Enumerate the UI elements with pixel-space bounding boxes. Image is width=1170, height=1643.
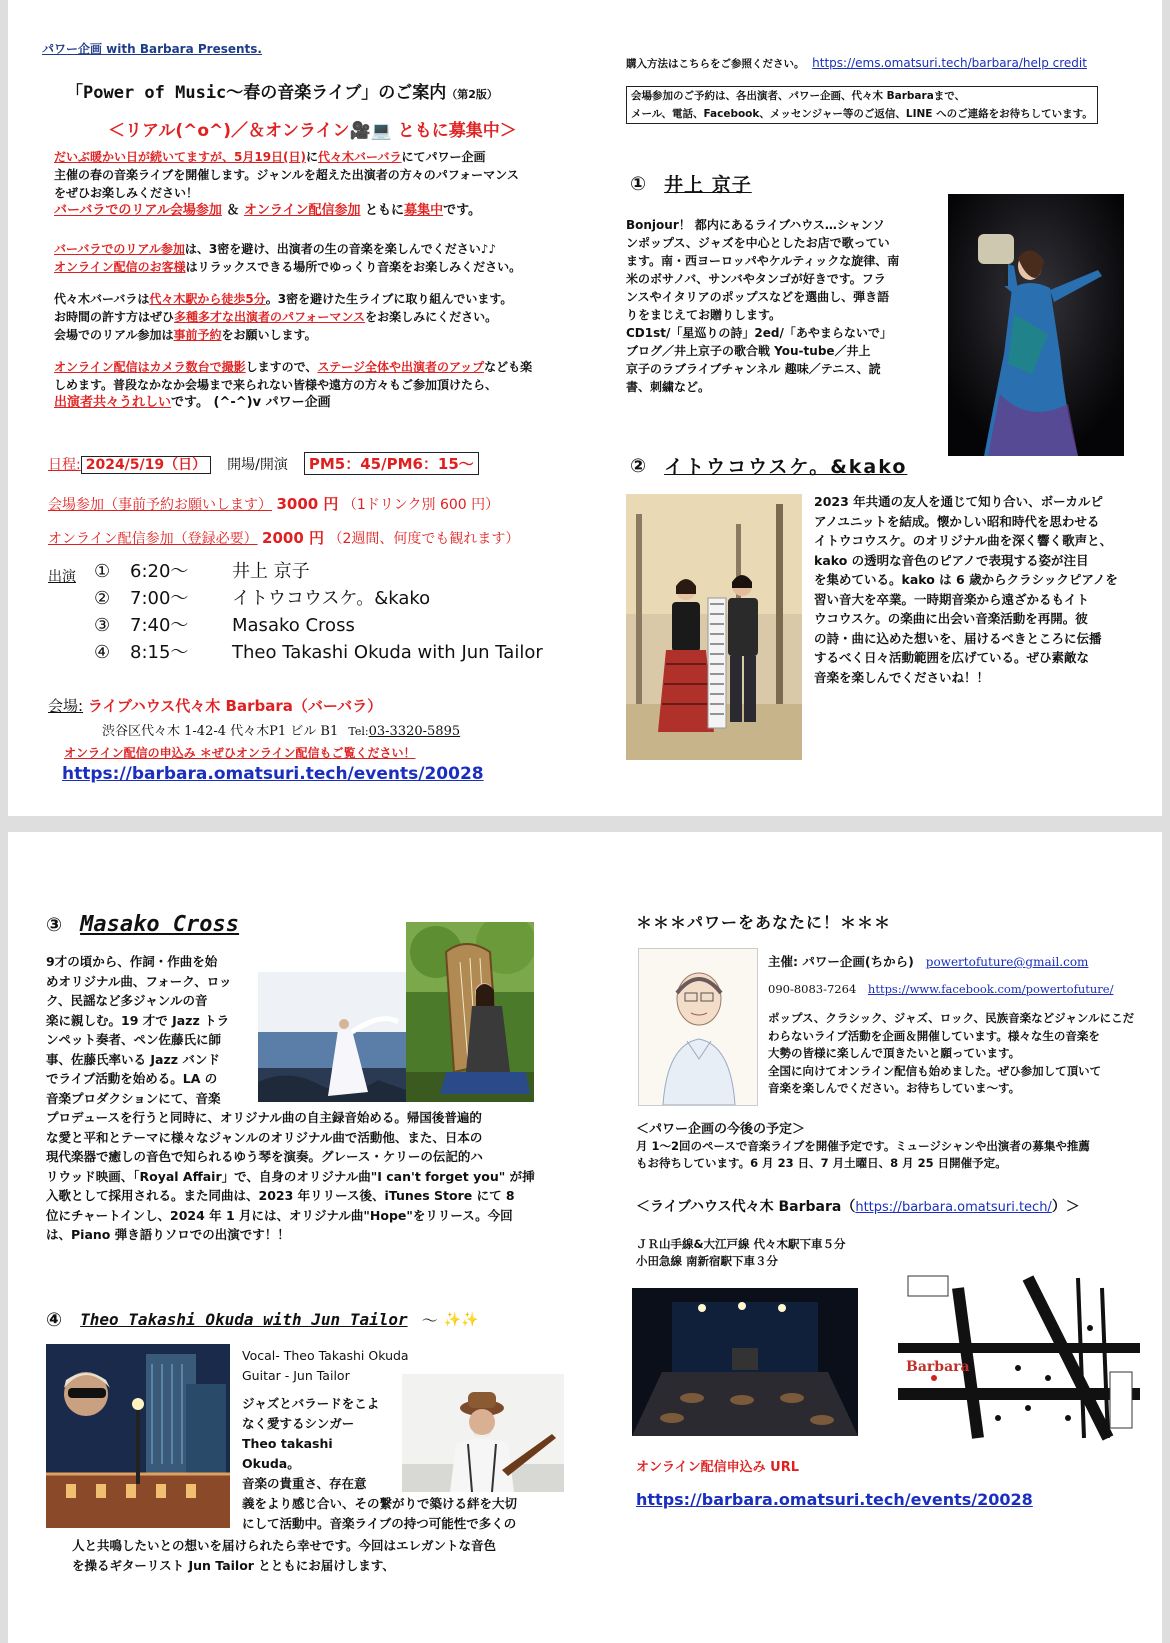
lineup-row: ② 7:00〜 イトウコウスケ。&kako — [94, 588, 431, 609]
theo-tokyo-station-photo — [46, 1344, 230, 1528]
future-schedule-title: ＜パワー企画の今後の予定＞ — [636, 1122, 806, 1137]
organizer-sketch-portrait — [638, 948, 758, 1106]
flyer-title: 「Power of Music〜春の音楽ライブ」のご案内（第2版） — [66, 83, 498, 103]
presenter-header: パワー企画 with Barbara Presents. — [42, 42, 262, 56]
open-time: PM5：45/PM6：15〜 — [304, 452, 479, 475]
event-date: 2024/5/19（日） — [81, 456, 211, 474]
venue-website-link[interactable]: https://barbara.omatsuri.tech/ — [855, 1200, 1052, 1215]
lineup-row: ④ 8:15〜 Theo Takashi Okuda with Jun Tailor — [94, 642, 543, 663]
venue-interior-photo — [632, 1288, 858, 1436]
lineup-row: ③ 7:40〜 Masako Cross — [94, 615, 355, 636]
participation-paragraph: バーバラでのリアル参加は、3密を避け、出演者の生の音楽を楽しんでください♪♪ オンライン配信のお客様はリラックスできる場所でゆっくり音楽をお楽しみください。 — [54, 242, 522, 274]
organizer-contact: 090-8083-7264 https://www.facebook.com/powertofuture/ — [768, 982, 1114, 996]
performer-2-heading: ② イトウコウスケ。&kako — [630, 454, 908, 478]
performer-4-bio-bottom: 人と共鳴したいとの想いを届けられたら幸せです。今回はエレガントな音色 を操るギターリスト Jun Tailor とともにお届けします、 — [72, 1538, 497, 1573]
venue-address: 渋谷区代々木 1-42-4 代々木P1 ビル B1 Tel:03-3320-5895 — [102, 724, 461, 739]
venue-access-map — [878, 1268, 1150, 1444]
online-paragraph: オンライン配信はカメラ数台で撮影しますので、ステージ全体や出演者のアップなども楽 しめます。普段なかなか会場まで来られない皆様や遠方の方々もご参加頂けたら、 出演者共々うれしいです。 (^-^)v パワー企画 — [54, 360, 533, 410]
venue-access: ＪＲ山手線&大江戸線 代々木駅下車５分 小田急線 南新宿駅下車３分 — [636, 1237, 846, 1268]
performer-4-credits: Vocal- Theo Takashi Okuda Guitar - Jun Tailor — [242, 1348, 409, 1383]
online-signup-link[interactable]: https://barbara.omatsuri.tech/events/20028 — [636, 1490, 1033, 1509]
performer-4-bio-top: ジャズとバラードをこよ なく愛するシンガー Theo takashi Okuda。 音楽の貴重さ、存在意 義をより感じ合い、その繋がりで築ける絆を大切 にして活動中。音楽ライブの持つ可能性で多くの — [242, 1396, 518, 1531]
theo-guitar-photo — [402, 1374, 564, 1492]
performer-1-heading: ① 井上 京子 — [630, 172, 752, 196]
online-signup-label: オンライン配信申込み URL — [636, 1460, 799, 1475]
performer-3-bio-bottom: プロデュースを行うと同時に、オリジナル曲の自主録音始める。帰国後普遍的 な愛と平和とテーマに様々なジャンルのオリジナル曲で活動他、また、日本の 現代楽器で癒しの音色で知られるゆう琴を演奏。グレース・ケリーの伝記的ハ リウッド映画、「Royal Affair」で、自身のオリジナル曲"I can't forget you" が挿 入歌として採用される。また同曲は、2023 年リリース後、iTunes Store にて 8 位にチャートインし、2024 年 1 月には、オリジナル曲"Hope"をリリース。今回 は、Piano 弾き語りソロでの出演です！！ — [46, 1110, 535, 1242]
intro-paragraph: だいぶ暖かい日が続いてますが、5月19日(日)に代々木バーバラにてパワー企画 主催の春の音楽ライブを開催します。ジャンルを超えた出演者の方々のパフォーマンス をぜひお楽しみください！ バーバラでのリアル会場参加 ＆ オンライン配信参加 ともに募集中です。 — [54, 150, 519, 218]
purchase-link[interactable]: https://ems.omatsuri.tech/barbara/help credit — [812, 56, 1087, 70]
organizer-line: 主催: パワー企画(ちから) powertofuture@gmail.com — [768, 954, 1089, 969]
inoue-kyoko-photo — [948, 194, 1124, 456]
organizer-heading: ＊＊＊パワーをあなたに！＊＊＊ — [636, 913, 892, 932]
organizer-email-link[interactable]: powertofuture@gmail.com — [925, 955, 1089, 969]
online-fee: オンライン配信参加（登録必要） 2000 円 （2週間、何度でも観れます） — [48, 529, 520, 547]
performer-3-heading: ③ Masako Cross — [46, 912, 240, 937]
performer-3-bio-top: 9才の頃から、作詞・作曲を始 めオリジナル曲、フォーク、ロッ ク、民謡など多ジャンルの音 楽に親しむ。19 才で Jazz トラ ンペット奏者、ペン佐藤氏に師 事、佐藤氏率いる Jazz バンド でライブ活動を始める。LA の 音楽プロダクションにて、音楽 — [46, 954, 232, 1106]
lineup-row: ① 6:20〜 井上 京子 — [94, 561, 310, 582]
venue-paragraph: 代々木バーバラは代々木駅から徒歩5分。3密を避けた生ライブに取り組んでいます。 お時間の許す方はぜひ多種多才な出演者のパフォーマンスをお楽しみにください。 会場でのリアル参加は事前予約をお願いします。 — [54, 292, 513, 342]
purchase-info: 購入方法はこちらをご参照ください。 https://ems.omatsuri.tech/barbara/help credit — [626, 56, 1087, 70]
sparkle-icon: ✨✨ — [443, 1311, 479, 1328]
organizer-about: ポップス、クラシック、ジャズ、ロック、民族音楽などジャンルにこだ わらないライブ活動を企画＆開催しています。様々な生の音楽を 大勢の皆様に楽しんで頂きたいと願っています。 全国に向けてオンライン配信も始めました。ぜひ参加して頂いて 音楽を楽しんでください。お待ちしていま〜す。 — [768, 1011, 1135, 1095]
venue-fee: 会場参加（事前予約お願いします） 3000 円 （1ドリンク別 600 円） — [48, 495, 500, 513]
future-schedule-text: 月 1〜2回のペースで音楽ライブを開催予定です。ミュージシャンや出演者の募集や推薦 もお待ちしています。6 月 23 日、7 月土曜日、8 月 25 日開催予定。 — [636, 1139, 1090, 1170]
event-url-link[interactable]: https://barbara.omatsuri.tech/events/20028 — [62, 764, 484, 784]
masako-harp-photo — [406, 922, 534, 1102]
performer-4-heading: ④ Theo Takashi Okuda with Jun Tailor 〜 ✨✨ — [46, 1308, 479, 1331]
masako-sea-photo — [258, 972, 406, 1102]
venue-name-row: 会場: ライブハウス代々木 Barbara（バーバラ） — [48, 697, 383, 715]
performer-lineup — [94, 558, 543, 666]
flyer-page-1 — [8, 0, 1162, 816]
recruit-banner: ＜リアル(^o^)／＆オンライン🎥💻 ともに募集中＞ — [108, 121, 517, 141]
venue-heading: ＜ライブハウス代々木 Barbara（https://barbara.omatsuri.tech/）＞ — [636, 1199, 1080, 1215]
flyer-page-2 — [8, 832, 1162, 1643]
map-venue-logo: Barbara — [906, 1359, 970, 1375]
performers-label: 出演 — [48, 569, 76, 585]
online-signup-note: オンライン配信の申込み ＊ぜひオンライン配信もご覧ください！ — [64, 746, 416, 760]
schedule-row: 日程: 2024/5/19（日） 開場/開演 PM5：45/PM6：15〜 — [48, 452, 479, 475]
booking-notice: 会場参加のご予約は、各出演者、パワー企画、代々木 Barbaraまで、 メール、電話、Facebook、メッセンジャー等のご返信、LINE へのご連絡をお待ちしています。 — [626, 86, 1098, 124]
performer-2-bio: 2023 年共通の友人を通じて知り合い、ボーカルピ アノユニットを結成。懐かしい昭和時代を思わせる イトウコウスケ。のオリジナル曲を深く響く歌声と、 kako の透明な音色のピアノで表現する姿が注目 を集めている。kako は 6 歳からクラシックピアノを 習い音大を卒業。一時期音楽から遠ざかるもイト ウコウスケ。の楽曲に出会い音楽活動を再開。彼 の詩・曲に込めた想いを、届けるべきところに伝播 するべく日々活動範囲を広げている。ぜひ素敵な 音楽を楽しんでくださいね！！ — [814, 494, 1118, 685]
facebook-link[interactable]: https://www.facebook.com/powertofuture/ — [867, 982, 1114, 996]
performer-1-bio: Bonjour！ 都内にあるライブハウス…シャンソ ンポップス、ジャズを中心としたお店で歌ってい ます。南・西ヨーロッパやケルティックな旋律、南 米のボサノバ、サンバやタンゴが好きです。フラ ンスやイタリアのポップスなどを選曲し、弾き語 りをまじえてお贈りします。 CD1st/「星巡りの詩」2ed/「あやまらないで」 ブログ／井上京子の歌合戦 You-tube／井上 京子のラブライブチャンネル 趣味／テニス、読 書、刺繍など。 — [626, 218, 900, 394]
ito-kosuke-kako-photo — [626, 494, 802, 760]
